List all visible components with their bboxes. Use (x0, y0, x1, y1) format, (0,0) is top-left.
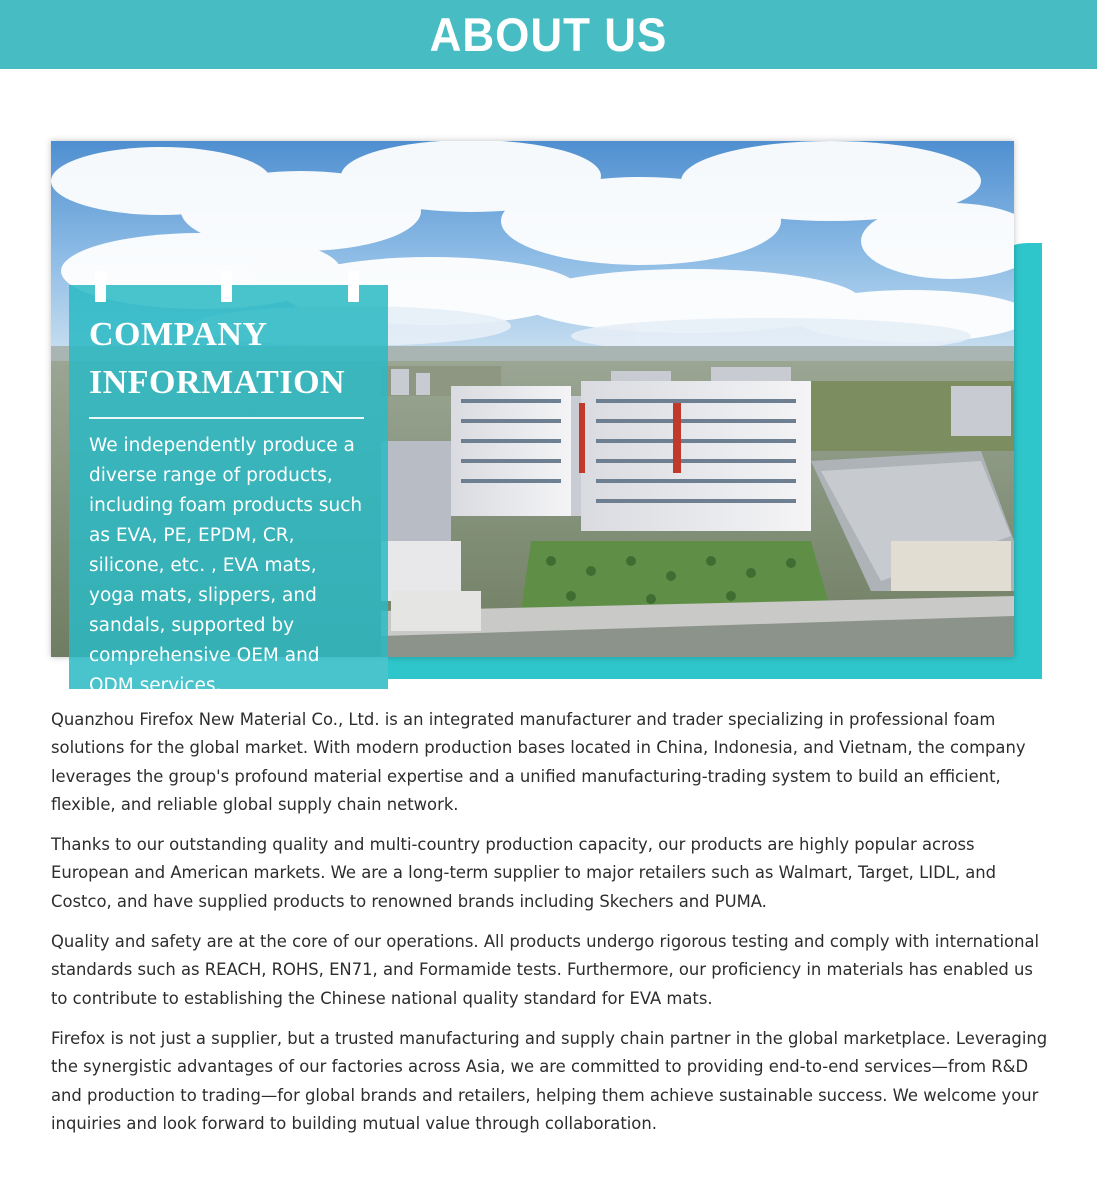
card-title-line1: COMPANY (89, 316, 268, 353)
accent-backdrop-bottom (388, 655, 1042, 679)
company-info-card (69, 285, 388, 696)
card-title-line2: INFORMATION (89, 364, 346, 401)
paragraph-markets: Thanks to our outstanding quality and multi-country production capacity, our products are highly popular across European and American markets. We are a long-term supplier to major retailers such as Walmart, Target, LIDL, and Costco, and have supplied products to renowned brands including Skechers and PUMA. (51, 835, 997, 911)
page-title: ABOUT US (429, 8, 668, 62)
about-body (51, 706, 1051, 1150)
pin-icon (95, 271, 106, 302)
card-divider (89, 417, 364, 419)
pin-icon (348, 271, 359, 302)
paragraph-partner: Firefox is not just a supplier, but a trusted manufacturing and supply chain partner in the global marketplace. Leveraging the synergistic advantages of our factories across Asia, we are committed to providing end-to-end services—from R&D and production to trading—for global brands and retailers, helping them achieve sustainable success. We welcome your inquiries and look forward to building mutual value through collaboration. (51, 1028, 1048, 1133)
paragraph-quality: Quality and safety are at the core of our operations. All products undergo rigorous testing and comply with international standards such as REACH, ROHS, EN71, and Formamide tests. Furthermore, our proficiency in materials has enabled us to contribute to establishing the Chinese national quality standard for EVA mats. (51, 932, 1040, 1008)
paragraph-intro: Quanzhou Firefox New Material Co., Ltd. is an integrated manufacturer and trader specializing in professional foam solutions for the global market. With modern production bases located in China, Indonesia, and Vietnam, the company leverages the group's profound material expertise and a unified manufacturing-trading system to build an efficient, flexible, and reliable global supply chain network. (51, 710, 1026, 814)
header-band (0, 0, 1097, 69)
card-description: We independently produce a diverse range of products, including foam products such as EVA, PE, EPDM, CR, silicone, etc. , EVA mats, yoga mats, slippers, and sandals, supported by comprehensive OEM and ODM services. (89, 435, 363, 696)
pin-icon (221, 271, 232, 302)
